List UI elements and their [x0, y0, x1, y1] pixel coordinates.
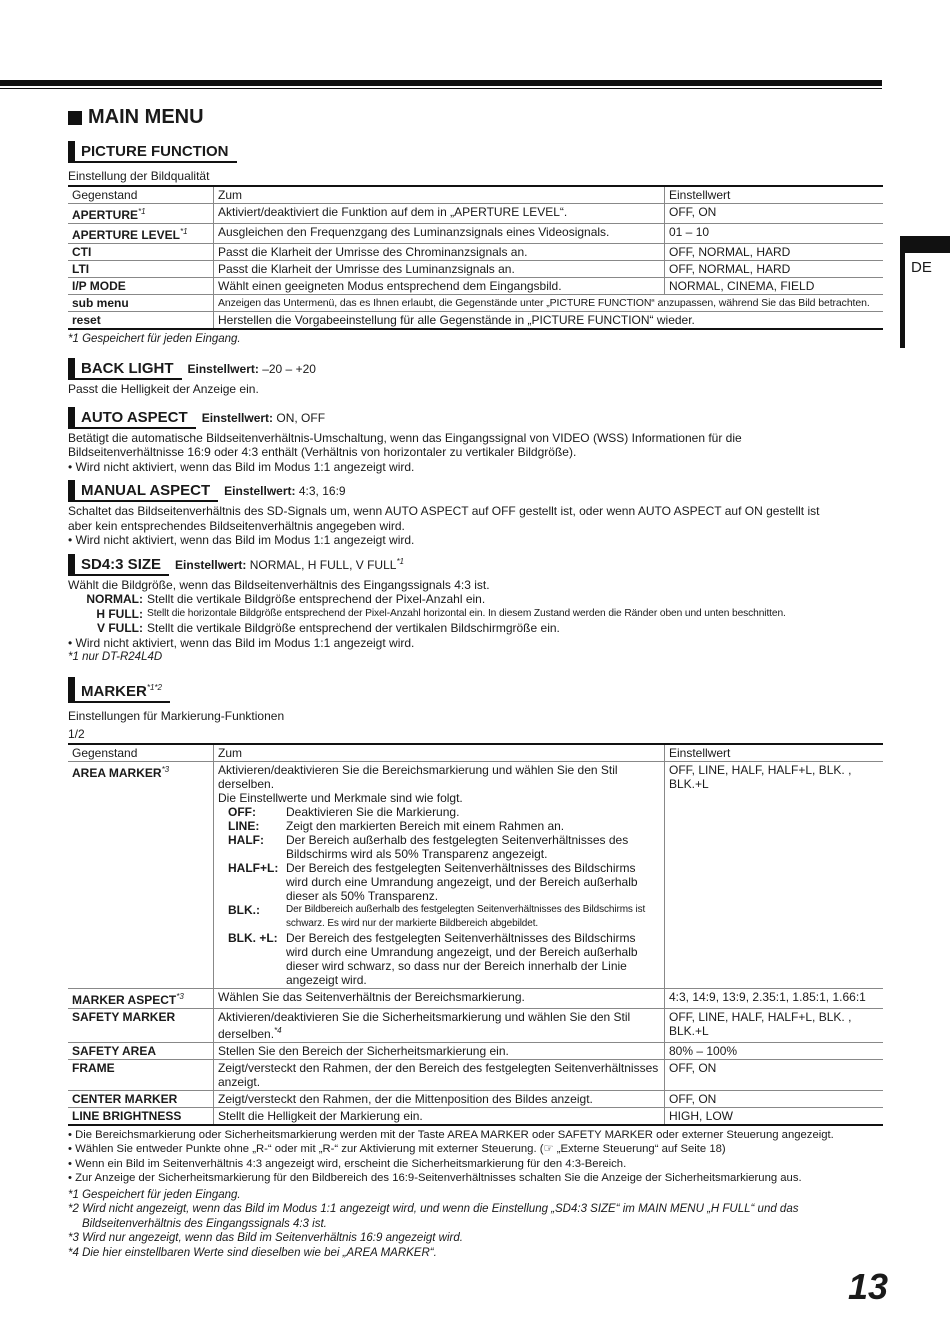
item-value: OFF, ON: [665, 1090, 884, 1107]
definition-term: OFF:: [228, 804, 256, 819]
footnote: *2 Wird nicht angezeigt, wenn das Bild im Modus 1:1 angezeigt wird, und wenn die Einstellung „SD4:3 SIZE“ im MAIN MENU „H FULL“ und das Bildseitenverhältnis des Eingangssignals 4:3 ist.: [68, 1203, 799, 1230]
table-row: [68, 1059, 883, 1090]
page-number: 13: [848, 1266, 889, 1307]
definition-row: [218, 833, 660, 861]
definition-text: Deaktivieren Sie die Markierung.: [286, 804, 460, 819]
item-desc: Herstellen die Vorgabeeinstellung für alle Gegenstände in „PICTURE FUNCTION“ wieder.: [214, 311, 884, 329]
auto-aspect-heading: [68, 407, 883, 429]
footnote-marker: *3: [161, 764, 170, 774]
definition-term: V FULL:: [97, 621, 143, 635]
definition-text: Stellt die vertikale Bildgröße entsprechend der vertikalen Bildschirmgröße ein.: [147, 621, 560, 635]
definition-text: Der Bildbereich außerhalb des festgelegten Seitenverhältnisses des Bildschirms ist schwarz. Es wird nur der markierte Bildbereich abgebildet.: [286, 903, 646, 929]
table-row: [68, 311, 883, 329]
table-row: [68, 277, 883, 294]
table-row: [68, 988, 883, 1008]
item-label: APERTURE LEVEL: [72, 227, 181, 242]
language-tab: [900, 236, 950, 348]
section-title: SD4:3 SIZE: [68, 554, 169, 576]
footnote: *4 Die hier einstellbaren Werte sind dieselben wie bei „AREA MARKER“.: [68, 1246, 437, 1259]
item-label: LINE BRIGHTNESS: [68, 1107, 214, 1125]
definition-text: Zeigt den markierten Bereich mit einem Rahmen an.: [286, 818, 565, 833]
definition-row: [68, 592, 883, 607]
item-label: LTI: [68, 260, 214, 277]
item-desc: Aktivieren/deaktivieren Sie die Sicherheitsmarkierung und wählen Sie den Stil derselben.: [218, 1009, 631, 1041]
marker-footnotes: [68, 1188, 883, 1261]
footnote-marker: *1*2: [146, 682, 162, 692]
header-cell: Gegenstand: [68, 744, 214, 762]
item-value: 01 – 10: [665, 223, 884, 243]
top-rule: [0, 80, 882, 86]
marker-heading: [68, 677, 883, 703]
setting-label: Einstellwert:: [175, 558, 247, 572]
item-desc: Passt die Klarheit der Umrisse des Chrominanzsignals an.: [214, 243, 665, 260]
picture-function-table: [68, 185, 883, 330]
definition-text: Stellt die vertikale Bildgröße entsprechend der Pixel-Anzahl ein.: [147, 592, 486, 606]
main-menu-heading: [68, 106, 883, 129]
item-desc: Die Einstellwerte und Merkmale sind wie folgt.: [218, 790, 463, 805]
item-desc: Aktiviert/deaktiviert die Funktion auf dem in „APERTURE LEVEL“.: [214, 203, 665, 223]
marker-table: [68, 743, 883, 1126]
footnote: *1 Gespeichert für jeden Eingang.: [68, 332, 241, 345]
table-row: [68, 243, 883, 260]
section-title: BACK LIGHT: [68, 358, 182, 380]
bullet-item: • Die Bereichsmarkierung oder Sicherheitsmarkierung werden mit der Taste AREA MARKER oder SAFETY MARKER oder externer Steuerung angezeigt.: [68, 1128, 883, 1143]
table-header: [68, 744, 883, 762]
definition-term: NORMAL:: [86, 592, 143, 606]
table-row: [68, 761, 883, 988]
item-desc: Aktivieren/deaktivieren Sie die Bereichsmarkierung und wählen Sie den Stil derselben.: [218, 762, 618, 791]
table-header: [68, 186, 883, 204]
definition-row: [218, 805, 660, 819]
table-row: [68, 1107, 883, 1125]
footnote-marker: *4: [274, 1025, 282, 1035]
item-value: OFF, LINE, HALF, HALF+L, BLK. , BLK.+L: [665, 761, 884, 988]
back-light-heading: [68, 358, 883, 380]
section-desc: Betätigt die automatische Bildseitenverhältnis-Umschaltung, wenn das Eingangssignal von VIDEO (WSS) Informationen für die: [68, 430, 742, 445]
item-label: AREA MARKER: [72, 765, 162, 780]
table-row: [68, 260, 883, 277]
definition-term: HALF:: [228, 832, 264, 847]
item-label: MARKER ASPECT: [72, 992, 177, 1007]
item-desc: Zeigt/versteckt den Rahmen, der den Bereich des festgelegten Seitenverhältnisses anzeigt.: [214, 1059, 665, 1090]
footnote-marker: *3: [176, 991, 184, 1001]
bullet-item: • Wählen Sie entweder Punkte ohne „R-“ oder mit „R-“ zur Aktivierung mit externer Steuerung. (☞ „Externe Steuerung“ auf Seite 18): [68, 1142, 883, 1157]
item-label: reset: [68, 311, 214, 329]
definition-row: [68, 621, 883, 636]
header-cell: Zum: [214, 186, 665, 204]
bullet-item: • Wird nicht aktiviert, wenn das Bild im Modus 1:1 angezeigt wird.: [68, 460, 883, 475]
item-value: OFF, ON: [665, 203, 884, 223]
main-title: MAIN MENU: [88, 106, 204, 128]
sd43-size-heading: [68, 554, 883, 576]
definition-term: HALF+L:: [228, 860, 279, 875]
footnote-marker: *1: [138, 206, 146, 216]
section-desc: aber kein entsprechendes Bildseitenverhältnis angegeben wird.: [68, 518, 405, 533]
manual-aspect-heading: [68, 480, 883, 502]
table-row: [68, 223, 883, 243]
section-title: AUTO ASPECT: [68, 407, 196, 429]
footnote-marker: *1: [396, 557, 404, 566]
definition-text: Stellt die horizontale Bildgröße entsprechend der Pixel-Anzahl horizontal ein. In diesem Zustand werden die Ränder oben und unten beschnitten.: [147, 607, 786, 619]
marker-notes: [68, 1128, 883, 1186]
table-row: [68, 1008, 883, 1042]
section-title: MANUAL ASPECT: [68, 480, 218, 502]
square-bullet-icon: [68, 111, 82, 125]
definition-row: [218, 819, 660, 833]
setting-label: Einstellwert:: [224, 484, 296, 498]
definition-row: [218, 931, 660, 987]
item-desc: Passt die Klarheit der Umrisse des Luminanzsignals an.: [214, 260, 665, 277]
picture-function-heading: [68, 141, 883, 163]
language-tab-label: DE: [911, 259, 932, 276]
item-label: sub menu: [68, 294, 214, 311]
definition-term: H FULL:: [96, 606, 143, 621]
section-subtitle: Einstellung der Bildqualität: [68, 169, 210, 183]
bullet-item: • Wird nicht aktiviert, wenn das Bild im Modus 1:1 angezeigt wird.: [68, 636, 883, 651]
setting-label: Einstellwert:: [187, 362, 259, 376]
page-indicator: 1/2: [68, 727, 85, 741]
bullet-item: • Wird nicht aktiviert, wenn das Bild im Modus 1:1 angezeigt wird.: [68, 533, 883, 548]
setting-value: NORMAL, H FULL, V FULL: [249, 558, 397, 572]
bullet-item: • Zur Anzeige der Sicherheitsmarkierung für den Bildbereich des 16:9-Seitenverhältnisses schalten Sie die Anzeige der Sicherheitsmarkierung aus.: [68, 1171, 883, 1186]
definition-term: LINE:: [228, 818, 260, 833]
table-row: [68, 1042, 883, 1059]
item-value: 80% – 100%: [665, 1042, 884, 1059]
item-value: NORMAL, CINEMA, FIELD: [665, 277, 884, 294]
footnote: *1 nur DT-R24L4D: [68, 651, 163, 663]
item-desc: Wählt einen geeigneten Modus entsprechend dem Eingangsbild.: [214, 277, 665, 294]
item-value: OFF, NORMAL, HARD: [665, 243, 884, 260]
section-desc: Passt die Helligkeit der Anzeige ein.: [68, 382, 259, 396]
bullet-item: • Wenn ein Bild im Seitenverhältnis 4:3 angezeigt wird, erscheint die Sicherheitsmarkierung für den 4:3-Bereich.: [68, 1157, 883, 1172]
item-value: 4:3, 14:9, 13:9, 2.35:1, 1.85:1, 1.66:1: [665, 988, 884, 1008]
page-content: [68, 106, 883, 1260]
section-desc: Schaltet das Bildseitenverhältnis des SD-Signals um, wenn AUTO ASPECT auf OFF gestellt ist, oder wenn AUTO ASPECT auf ON gestellt ist: [68, 504, 820, 518]
header-cell: Einstellwert: [665, 744, 884, 762]
header-cell: Zum: [214, 744, 665, 762]
item-label: FRAME: [68, 1059, 214, 1090]
item-label: SAFETY MARKER: [68, 1008, 214, 1042]
footnote-marker: *1: [180, 226, 188, 236]
table-row: [68, 203, 883, 223]
item-value: OFF, ON: [665, 1059, 884, 1090]
table-row: [68, 294, 883, 311]
item-desc: Anzeigen das Untermenü, das es Ihnen erlaubt, die Gegenstände unter „PICTURE FUNCTION“ anzupassen, während Sie das Bild betrachten.: [214, 294, 884, 311]
section-desc: Bildseitenverhältnisse 16:9 oder 4:3 enthält (Verhältnis von horizontaler zu vertikaler Bildgröße).: [68, 445, 577, 459]
item-label: SAFETY AREA: [68, 1042, 214, 1059]
definition-text: Der Bereich außerhalb des festgelegten Seitenverhältnisses des Bildschirms wird als 50% Transparenz angezeigt.: [286, 832, 629, 861]
item-desc: Stellt die Helligkeit der Markierung ein.: [214, 1107, 665, 1125]
item-desc: Zeigt/versteckt den Rahmen, der die Mittenposition des Bildes anzeigt.: [214, 1090, 665, 1107]
item-value: HIGH, LOW: [665, 1107, 884, 1125]
setting-label: Einstellwert:: [201, 410, 274, 425]
setting-value: 4:3, 16:9: [298, 484, 346, 498]
item-desc: Stellen Sie den Bereich der Sicherheitsmarkierung ein.: [214, 1042, 665, 1059]
definition-row: [218, 861, 660, 903]
footnote: *3 Wird nur angezeigt, wenn das Bild im Seitenverhältnis 16:9 angezeigt wird.: [68, 1232, 463, 1244]
footnote: *1 Gespeichert für jeden Eingang.: [68, 1188, 241, 1201]
section-title: MARKER: [81, 682, 147, 700]
top-rule-thin: [0, 88, 882, 89]
item-label: I/P MODE: [68, 277, 214, 294]
header-cell: Einstellwert: [665, 186, 884, 204]
item-label: CTI: [68, 243, 214, 260]
item-label: APERTURE: [72, 207, 139, 222]
item-value: OFF, NORMAL, HARD: [665, 260, 884, 277]
setting-value: ON, OFF: [276, 410, 326, 425]
section-subtitle: Einstellungen für Markierung-Funktionen: [68, 708, 285, 723]
item-label: CENTER MARKER: [68, 1090, 214, 1107]
section-desc: Wählt die Bildgröße, wenn das Bildseitenverhältnis des Eingangssignals 4:3 ist.: [68, 577, 490, 592]
item-desc: Ausgleichen den Frequenzgang des Luminanzsignals eines Videosignals.: [214, 223, 665, 243]
definition-text: Der Bereich des festgelegten Seitenverhältnisses des Bildschirms wird durch eine Umrandung angezeigt, und der Bereich außerhalb dieser als 50% Transparenz.: [286, 860, 638, 903]
definition-text: Der Bereich des festgelegten Seitenverhältnisses des Bildschirms wird durch eine Umrandung angezeigt, und der Bereich außerhalb dieser wird schwarz, so dass nur der Bereich innerhalb der Linie angezeigt wird.: [286, 930, 638, 987]
definition-term: BLK.:: [228, 902, 260, 917]
table-row: [68, 1090, 883, 1107]
section-title: PICTURE FUNCTION: [68, 141, 237, 163]
header-cell: Gegenstand: [68, 186, 214, 204]
item-desc: Wählen Sie das Seitenverhältnis der Bereichsmarkierung.: [214, 988, 665, 1008]
definition-row: [68, 607, 883, 622]
definition-term: BLK. +L:: [228, 930, 278, 945]
definition-row: [218, 903, 660, 931]
setting-value: –20 – +20: [262, 362, 316, 376]
item-value: OFF, LINE, HALF, HALF+L, BLK. , BLK.+L: [665, 1008, 884, 1042]
